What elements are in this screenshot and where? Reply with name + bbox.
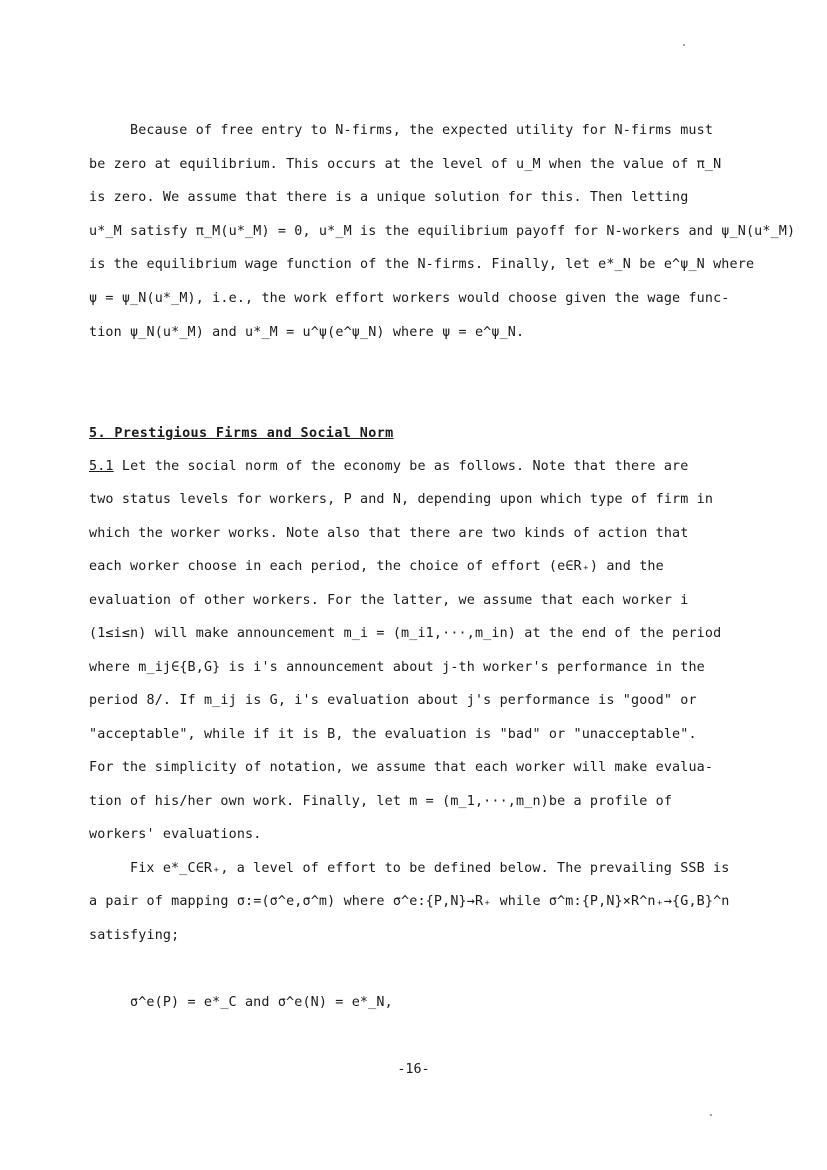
text-line: "acceptable", while if it is B, the evaluation is "bad" or "unacceptable". — [89, 727, 697, 742]
text-line: be zero at equilibrium. This occurs at the level of u_M when the value of π_N — [89, 157, 722, 172]
text-line: period 8/. If m_ij is G, i's evaluation about j's performance is "good" or — [89, 693, 697, 708]
text-line: is zero. We assume that there is a unique solution for this. Then letting — [89, 190, 689, 205]
section-heading: 5. Prestigious Firms and Social Norm — [89, 426, 394, 441]
text-line: each worker choose in each period, the choice of effort (e∈R₊) and the — [89, 559, 664, 574]
text-line — [89, 457, 729, 477]
text-line: Because of free entry to N-firms, the expected utility for N-firms must — [130, 123, 714, 138]
text-line: (1≤i≤n) will make announcement m_i = (m_i1,···,m_in) at the end of the period — [89, 626, 722, 641]
text-span: Let the social norm of the economy be as follows. Note that there are — [121, 459, 689, 474]
text-line: Fix e*_C∈R₊, a level of effort to be defined below. The prevailing SSB is — [130, 861, 730, 876]
text-line: For the simplicity of notation, we assume that each worker will make evalua- — [89, 760, 714, 775]
text-line: satisfying; — [89, 928, 180, 943]
page-number: -16- — [397, 1062, 430, 1077]
text-line: ψ = ψ_N(u*_M), i.e., the work effort workers would choose given the wage func- — [89, 291, 730, 306]
text-line: a pair of mapping σ:=(σ^e,σ^m) where σ^e:{P,N}→R₊ while σ^m:{P,N}×R^n₊→{G,B}^n — [89, 894, 730, 909]
text-line: two status levels for workers, P and N, depending upon which type of firm in — [89, 492, 714, 507]
equation: σ^e(P) = e*_C and σ^e(N) = e*_N, — [130, 995, 393, 1010]
text-line: tion of his/her own work. Finally, let m = (m_1,···,m_n)be a profile of — [89, 794, 673, 809]
scan-speck — [710, 1114, 712, 1116]
text-line: is the equilibrium wage function of the N-firms. Finally, let e*_N be e^ψ_N where — [89, 257, 755, 272]
text-line: u*_M satisfy π_M(u*_M) = 0, u*_M is the equilibrium payoff for N-workers and ψ_N(u*_M) — [89, 224, 796, 239]
text-line: where m_ij∈{B,G} is i's announcement about j-th worker's performance in the — [89, 660, 705, 675]
text-line: evaluation of other workers. For the latter, we assume that each worker i — [89, 593, 689, 608]
scan-speck — [683, 44, 685, 46]
text-line: tion ψ_N(u*_M) and u*_M = u^ψ(e^ψ_N) where ψ = e^ψ_N. — [89, 325, 525, 340]
subsection-number: 5.1 — [89, 459, 114, 474]
text-line: workers' evaluations. — [89, 827, 262, 842]
text-line: which the worker works. Note also that there are two kinds of action that — [89, 526, 689, 541]
